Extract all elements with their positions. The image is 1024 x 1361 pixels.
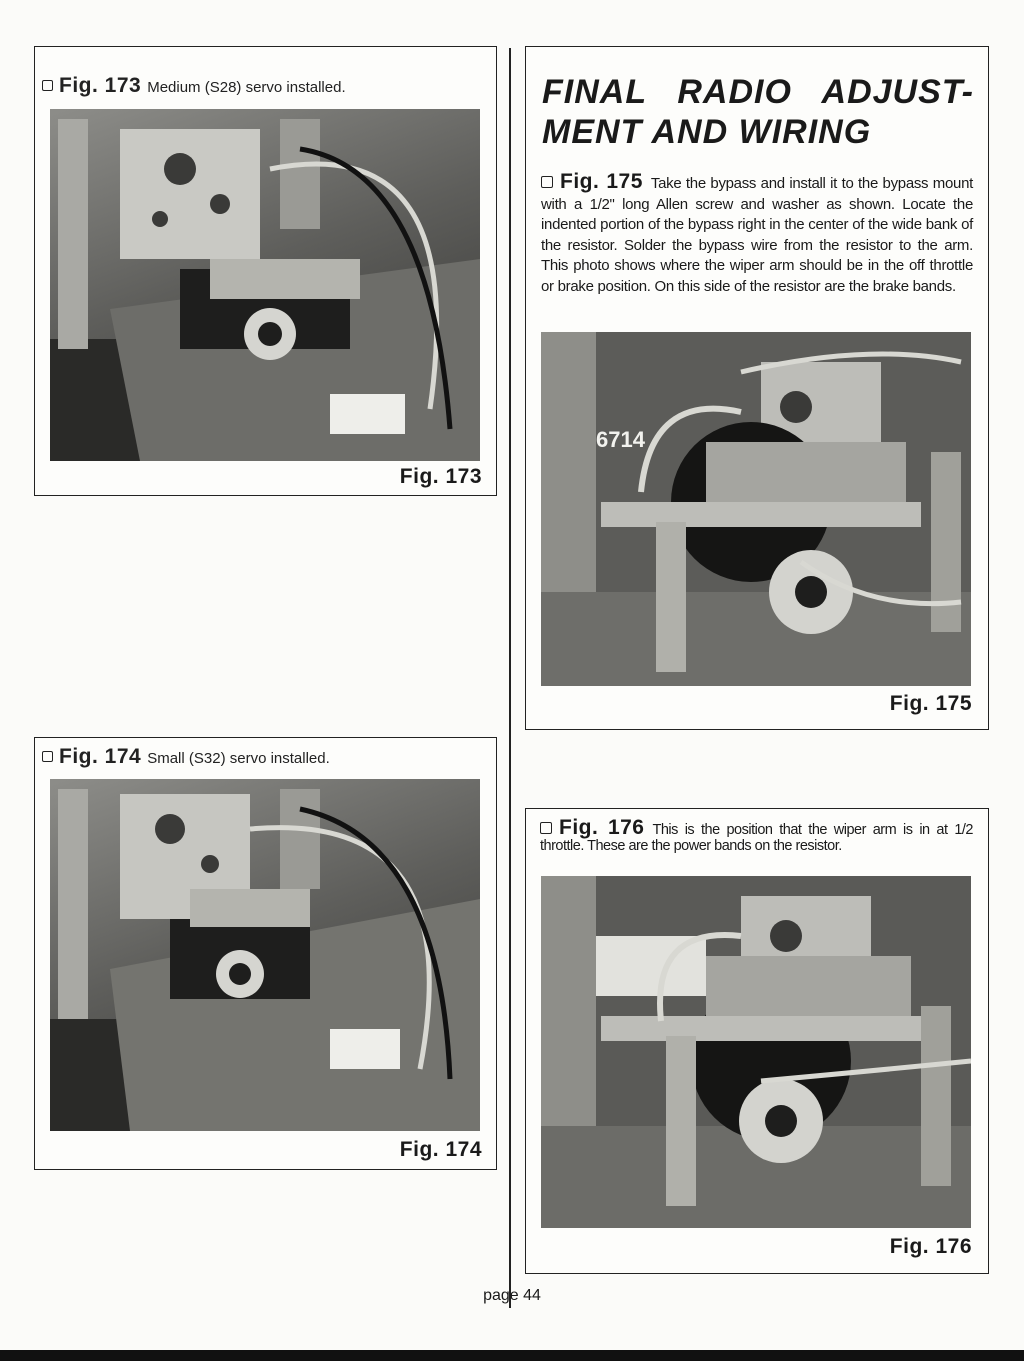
figure-174-caption: [42, 745, 330, 768]
resistor-photo-illustration: [541, 876, 971, 1228]
figure-174-label: Fig. 174: [399, 1138, 482, 1161]
column-divider: [509, 48, 511, 1308]
checkbox-icon[interactable]: [42, 80, 53, 91]
section-heading: FINAL RADIO ADJUST-MENT AND WIRING: [542, 73, 974, 151]
figure-175-text: [541, 172, 973, 297]
caption-text: Medium (S28) servo installed.: [147, 79, 346, 96]
resistor-photo-illustration: [541, 332, 971, 686]
body-text: This is the position that the wiper arm is in at 1/2 throttle. These are the power bands on the resistor.: [540, 822, 973, 854]
checkbox-icon[interactable]: [541, 176, 553, 188]
figure-173-caption: [42, 74, 346, 97]
figure-174-box: [34, 737, 497, 1170]
caption-text: Small (S32) servo installed.: [147, 750, 330, 767]
photo-marking: 6714: [596, 427, 645, 452]
figure-174-photo: [50, 779, 480, 1131]
figure-number: Fig. 176: [559, 816, 645, 839]
figure-176-photo: [541, 876, 971, 1228]
scan-edge: [0, 1350, 1024, 1361]
body-text: Take the bypass and install it to the bypass mount with a 1/2" long Allen screw and washer as shown. Locate the indented portion of the bypass right in the center of the wide bank of the resistor. Solder the bypass wire from the resistor to the arm. This photo shows where the wiper arm should be in the off throttle or brake position. On this side of the resistor are the brake bands.: [541, 175, 973, 295]
checkbox-icon[interactable]: [42, 751, 53, 762]
figure-175-photo: [541, 332, 971, 686]
figure-176-label: Fig. 176: [889, 1235, 972, 1258]
figure-173-photo: [50, 109, 480, 461]
page-number: page 44: [483, 1287, 541, 1304]
figure-number: Fig. 173: [59, 74, 142, 97]
figure-number: Fig. 175: [560, 170, 643, 193]
servo-photo-illustration: [50, 109, 480, 461]
figure-173-label: Fig. 173: [399, 465, 482, 488]
figure-173-box: [34, 46, 497, 496]
checkbox-icon[interactable]: [540, 822, 552, 834]
servo-photo-illustration: [50, 779, 480, 1131]
figure-number: Fig. 174: [59, 745, 142, 768]
figure-175-label: Fig. 175: [889, 692, 972, 715]
figure-176-text: [540, 816, 973, 854]
